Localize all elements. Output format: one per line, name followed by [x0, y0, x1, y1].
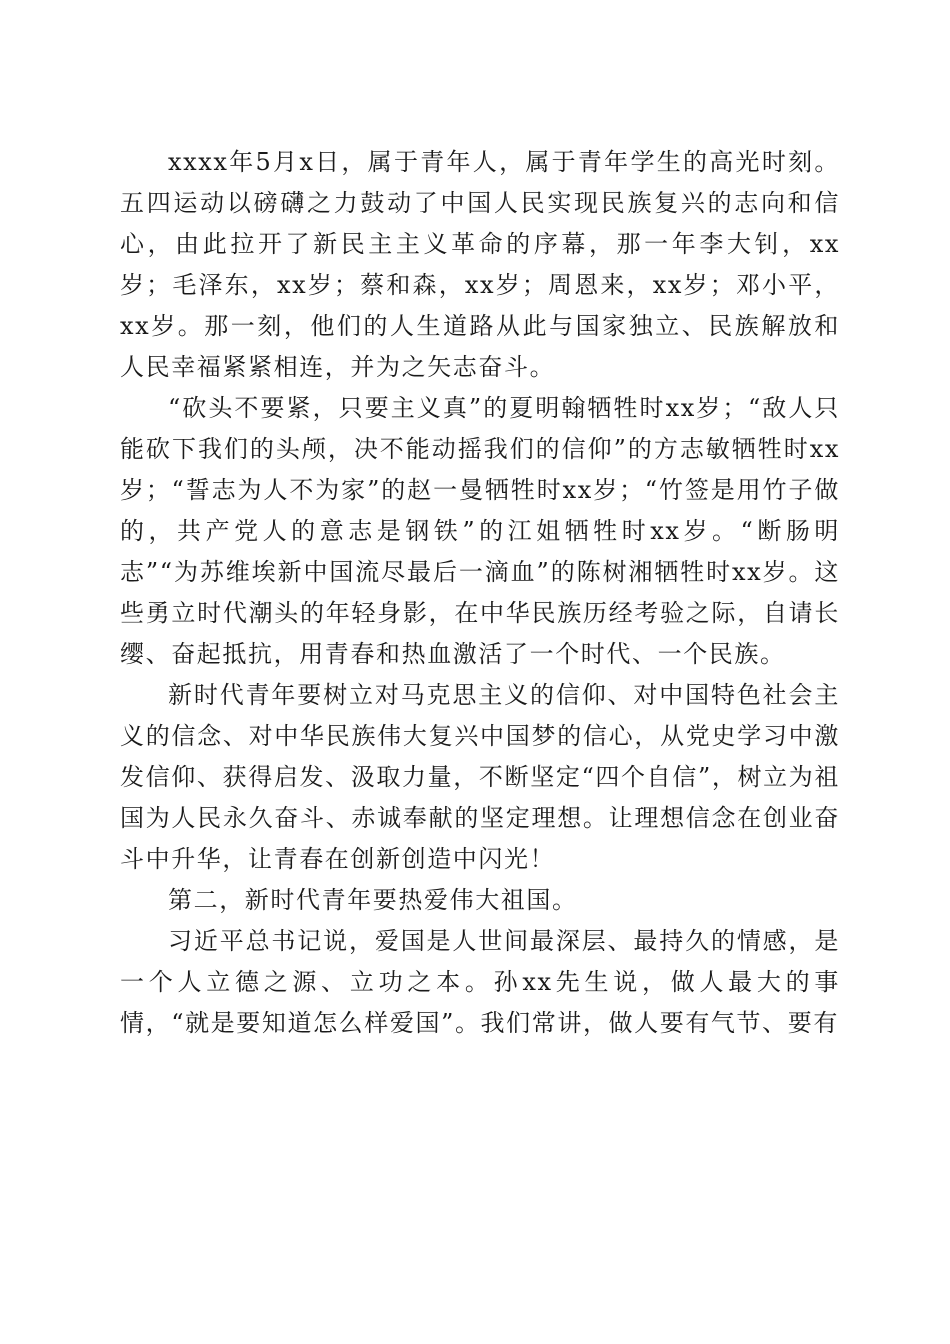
paragraph-martyrs: “砍头不要紧，只要主义真”的夏明翰牺牲时xx岁；“敌人只能砍下我们的头颅，决不能动摇我们的信仰”的方志敏牺牲时xx岁；“誓志为人不为家”的赵一曼牺牲时xx岁；“竹签是用竹子做的，共产党人的意志是钢铁”的江姐牺牲时xx岁。“断肠明志”“为苏维埃新中国流尽最后一滴血”的陈树湘牺牲时xx岁。这些勇立时代潮头的年轻身影，在中华民族历经考验之际，自请长缨、奋起抵抗，用青春和热血激活了一个时代、一个民族。: [120, 394, 840, 668]
paragraph-patriotism: 习近平总书记说，爱国是人世间最深层、最持久的情感，是一个人立德之源、立功之本。孙xx先生说，做人最大的事情，“就是要知道怎么样爱国”。我们常讲，做人要有气节、要有: [120, 927, 840, 1037]
paragraph-may-fourth: xxxx年5月x日，属于青年人，属于青年学生的高光时刻。五四运动以磅礴之力鼓动了中国人民实现民族复兴的志向和信心，由此拉开了新民主主义革命的序幕，那一年李大钊，xx岁；毛泽东，xx岁；蔡和森，xx岁；周恩来，xx岁；邓小平，xx岁。那一刻，他们的人生道路从此与国家独立、民族解放和人民幸福紧紧相连，并为之矢志奋斗。: [120, 148, 840, 381]
paragraph-ideals: 新时代青年要树立对马克思主义的信仰、对中国特色社会主义的信念、对中华民族伟大复兴中国梦的信心，从党史学习中激发信仰、获得启发、汲取力量，不断坚定“四个自信”，树立为祖国为人民永久奋斗、赤诚奉献的坚定理想。让理想信念在创业奋斗中升华，让青春在创新创造中闪光！: [120, 681, 840, 873]
section-heading-love-motherland: 第二，新时代青年要热爱伟大祖国。: [168, 886, 578, 914]
document-body: [120, 142, 840, 1044]
